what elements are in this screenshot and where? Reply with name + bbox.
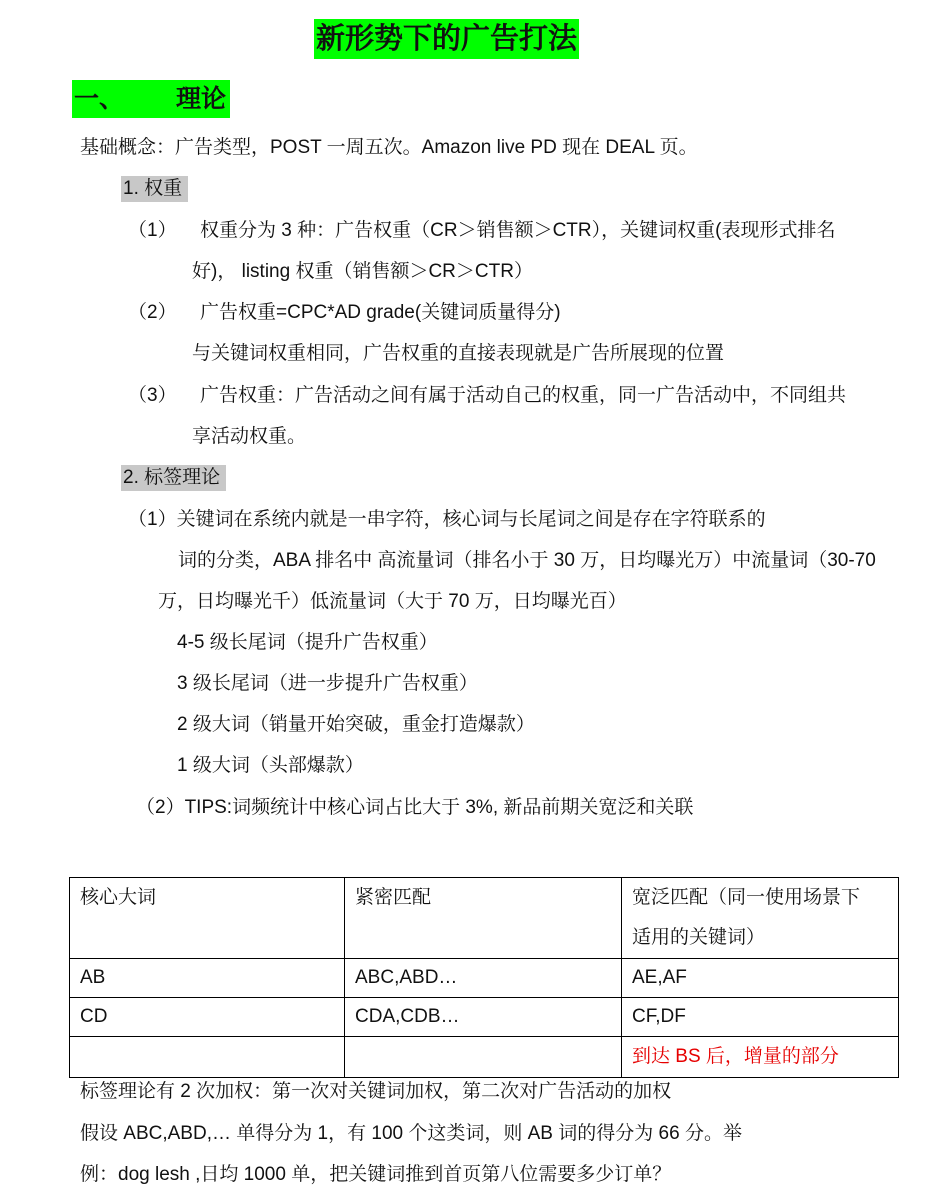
item-text: 权重分为 3 种：广告权重（CR＞销售额＞CTR），关键词权重(表现形式排名 <box>200 220 836 241</box>
item-number: （1） <box>128 220 177 241</box>
header-line: 适用的关键词） <box>632 927 766 948</box>
table-cell: ABC,ABD… <box>345 959 622 998</box>
item-number: （3） <box>128 385 177 406</box>
level-item: 2 级大词（销量开始突破，重金打造爆款） <box>177 714 535 735</box>
header-line: 宽泛匹配（同一使用场景下 <box>632 887 861 908</box>
table-row <box>70 1037 899 1078</box>
paragraph-keyword-chars: （1）关键词在系统内就是一串字符，核心词与长尾词之间是存在字符联系的 <box>128 509 766 530</box>
level-item: 1 级大词（头部爆款） <box>177 755 364 776</box>
page-title: 新形势下的广告打法 <box>314 19 579 59</box>
match-type-table <box>69 877 899 1078</box>
table-header-cell <box>622 878 899 959</box>
tips-paragraph: （2）TIPS:词频统计中核心词占比大于 3%, 新品前期关宽泛和关联 <box>136 797 694 818</box>
item-text: 广告权重=CPC*AD grade(关键词质量得分) <box>200 302 561 323</box>
item-text-continued: 好)， listing 权重（销售额＞CR＞CTR） <box>192 261 533 282</box>
table-cell: AB <box>70 959 345 998</box>
table-cell: CF,DF <box>622 998 899 1037</box>
subheading-weight: 1. 权重 <box>121 176 188 202</box>
paragraph-word-classes: 词的分类，ABA 排名中 高流量词（排名小于 30 万，日均曝光万）中流量词（30-70 <box>178 550 876 571</box>
intro-paragraph: 基础概念：广告类型，POST 一周五次。Amazon live PD 现在 DEAL 页。 <box>80 137 698 158</box>
table-cell <box>70 1037 345 1078</box>
list-item-weight-2 <box>128 300 561 326</box>
item-text: 广告权重：广告活动之间有属于活动自己的权重，同一广告活动中，不同组共 <box>200 385 847 406</box>
table-cell: CD <box>70 998 345 1037</box>
subheading-tag-theory: 2. 标签理论 <box>121 465 226 491</box>
footer-paragraph: 例：dog lesh ,日均 1000 单，把关键词推到首页第八位需要多少订单？ <box>80 1164 672 1185</box>
table-header-cell: 核心大词 <box>70 878 345 959</box>
table-cell <box>345 1037 622 1078</box>
level-item: 4-5 级长尾词（提升广告权重） <box>177 632 438 653</box>
table-header-row <box>70 878 899 959</box>
table-cell: AE,AF <box>622 959 899 998</box>
footer-paragraph: 标签理论有 2 次加权：第一次对关键词加权，第二次对广告活动的加权 <box>80 1081 672 1102</box>
level-item: 3 级长尾词（进一步提升广告权重） <box>177 673 478 694</box>
table-cell-note: 到达 BS 后，增量的部分 <box>622 1037 899 1078</box>
item-text-continued: 享活动权重。 <box>192 426 307 447</box>
section-heading-theory <box>72 80 230 118</box>
list-item-weight-3 <box>128 383 846 409</box>
item-number: （2） <box>128 302 177 323</box>
table-row <box>70 998 899 1037</box>
footer-paragraph: 假设 ABC,ABD,… 单得分为 1，有 100 个这类词，则 AB 词的得分为 66 分。举 <box>80 1123 742 1144</box>
section-label: 理论 <box>176 85 227 113</box>
section-number: 一、 <box>74 85 125 113</box>
list-item-weight-1 <box>128 218 835 244</box>
table-cell: CDA,CDB… <box>345 998 622 1037</box>
item-text-continued: 与关键词权重相同，广告权重的直接表现就是广告所展现的位置 <box>192 343 725 364</box>
table-row <box>70 959 899 998</box>
table-header-cell: 紧密匹配 <box>345 878 622 959</box>
paragraph-word-classes-continued: 万，日均曝光千）低流量词（大于 70 万，日均曝光百） <box>158 591 627 612</box>
